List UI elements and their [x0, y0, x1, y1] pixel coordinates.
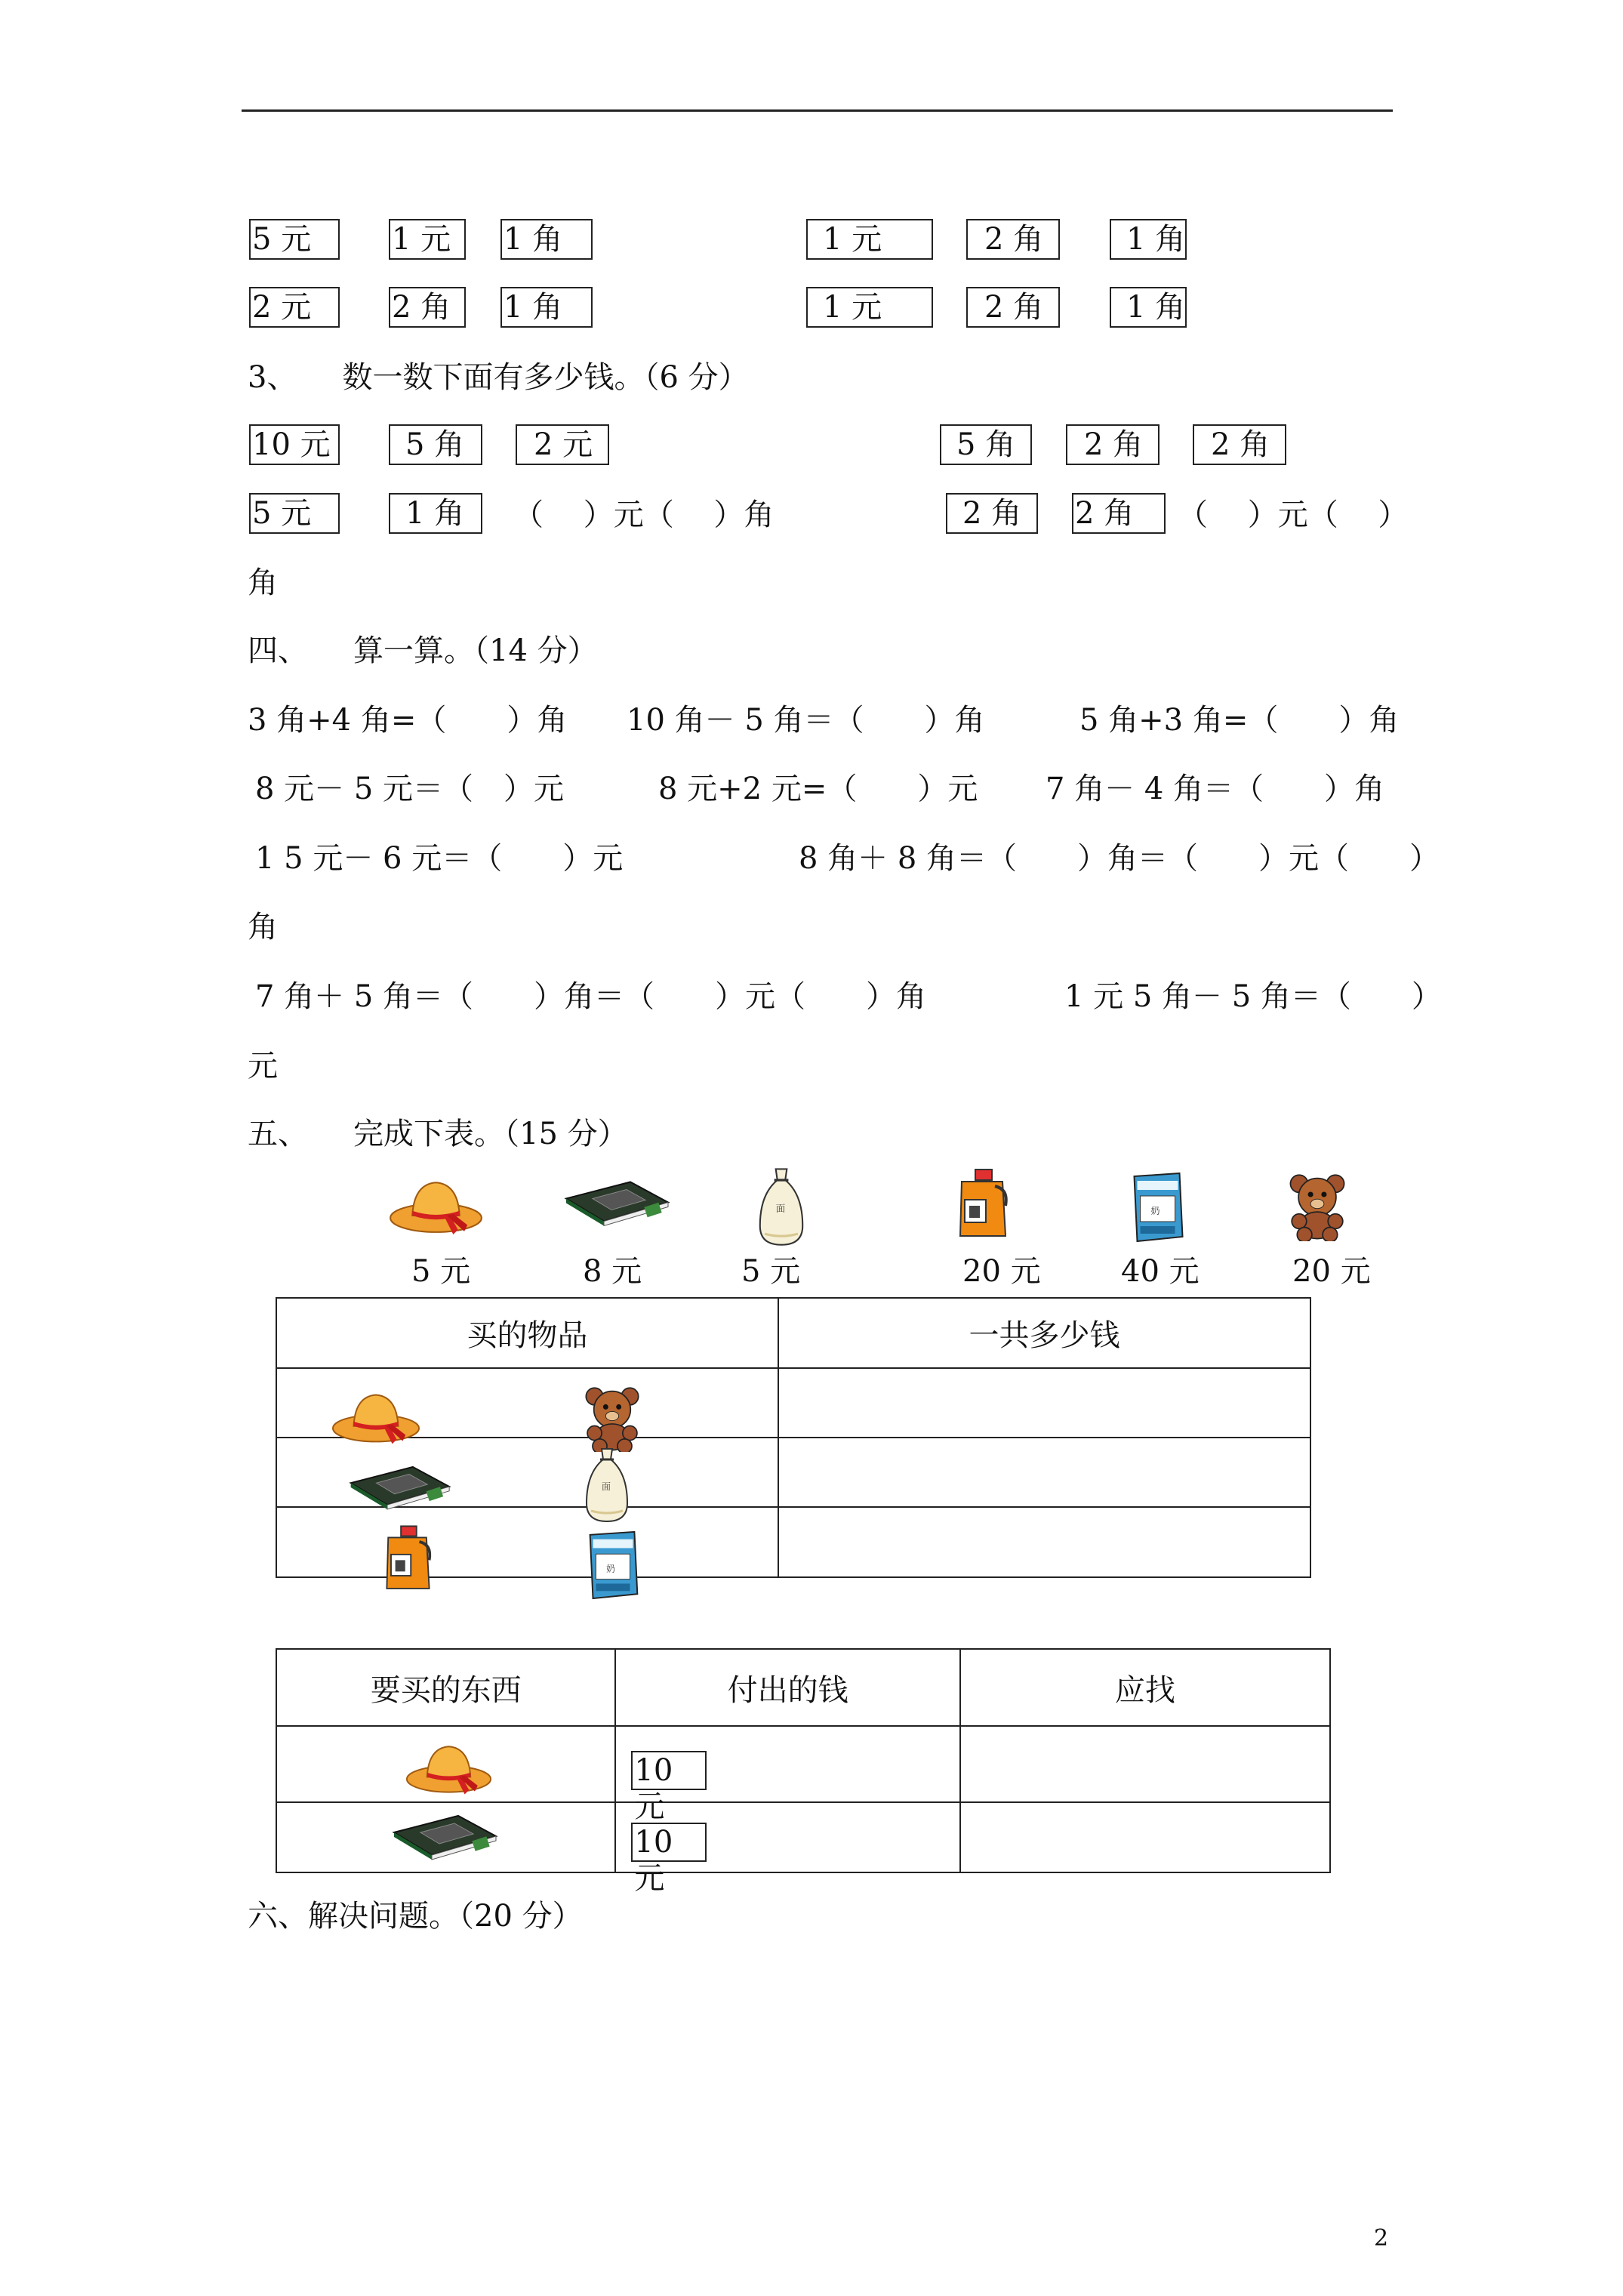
- paid-cell: [615, 1802, 959, 1896]
- s4-equation: 5 角+3 角=（ ）角: [1079, 703, 1400, 738]
- book-icon: [343, 1461, 453, 1512]
- flour-bag-icon: [751, 1163, 812, 1250]
- paid-money-box: 10 元: [631, 1823, 707, 1862]
- page-number: 2: [1374, 2225, 1389, 2251]
- s6-title: 六、解决问题。（20 分）: [248, 1899, 583, 1934]
- items-cell: [276, 1438, 778, 1507]
- milk-carton-icon: [1125, 1169, 1189, 1244]
- coin-box: 1 角: [1110, 287, 1187, 328]
- s4-equation: 10 角－ 5 角＝（ ）角: [627, 703, 985, 738]
- s4-equation: 1 元 5 角－ 5 角＝（ ）: [1064, 979, 1442, 1014]
- change-table: [276, 1648, 1331, 1896]
- item-price: 5 元: [741, 1254, 801, 1289]
- book-icon: [559, 1174, 672, 1231]
- s4-equation: 8 元+2 元=（ ）元: [658, 772, 978, 806]
- item-price: 40 元: [1121, 1254, 1200, 1289]
- coin-box: 2 角: [1193, 424, 1286, 465]
- item-price: 8 元: [583, 1254, 642, 1289]
- table-row: [276, 1438, 1310, 1507]
- book-icon: [387, 1809, 500, 1863]
- item-cell: [276, 1726, 615, 1802]
- change-answer-cell[interactable]: [960, 1802, 1330, 1872]
- items-cell: [276, 1507, 778, 1577]
- s4-equation: 3 角+4 角=（ ）角: [248, 703, 568, 738]
- table-row: [276, 1802, 1330, 1872]
- change-answer-cell[interactable]: [960, 1726, 1330, 1802]
- coin-box: 2 角: [946, 493, 1038, 534]
- coin-box: 2 元: [516, 424, 609, 465]
- s4-equation: 7 角－ 4 角＝（ ）角: [1046, 772, 1385, 806]
- coin-box: 1 元: [389, 219, 466, 260]
- paid-money-box: 10 元: [631, 1751, 707, 1790]
- s4-equation: 8 角＋ 8 角＝（ ）角＝（ ）元（ ）: [799, 841, 1440, 876]
- s4-wrap-text: 元: [248, 1049, 278, 1083]
- table-header: 付出的钱: [615, 1649, 959, 1726]
- juice-jug-icon: [380, 1523, 436, 1595]
- header-rule: [242, 109, 1393, 112]
- coin-box: 2 角: [966, 287, 1060, 328]
- coin-box: 1 角: [500, 287, 593, 328]
- hat-icon: [405, 1739, 492, 1798]
- coin-box: 1 元: [806, 219, 933, 260]
- coin-box: 2 角: [966, 219, 1060, 260]
- q3-wrap-text: 角: [248, 566, 278, 600]
- hat-icon: [389, 1174, 483, 1238]
- coin-box: 1 角: [389, 493, 482, 534]
- table-header: 一共多少钱: [778, 1298, 1310, 1368]
- total-answer-cell[interactable]: [778, 1438, 1310, 1507]
- coin-box: 1 元: [806, 287, 933, 328]
- table-header: 买的物品: [276, 1298, 778, 1368]
- item-price: 20 元: [1292, 1254, 1371, 1289]
- total-answer-cell[interactable]: [778, 1507, 1310, 1577]
- juice-jug-icon: [953, 1166, 1013, 1242]
- table-row: [276, 1368, 1310, 1438]
- coin-box: 5 元: [249, 493, 340, 534]
- s4-equation: 1 5 元－ 6 元＝（ ）元: [255, 841, 624, 876]
- table-row: [276, 1726, 1330, 1802]
- coin-box: 5 角: [389, 424, 482, 465]
- s4-equation: 8 元－ 5 元＝（ ）元: [255, 772, 565, 806]
- coin-box: 5 角: [940, 424, 1032, 465]
- q3-title: 3、 数一数下面有多少钱。（6 分）: [248, 360, 749, 395]
- item-price: 20 元: [962, 1254, 1041, 1289]
- table-row: [276, 1507, 1310, 1577]
- q3-right-answer: （ ）元（ ）: [1178, 498, 1409, 532]
- table-header: 要买的东西: [276, 1649, 615, 1726]
- item-price: 5 元: [411, 1254, 471, 1289]
- purchase-total-table: [276, 1297, 1311, 1578]
- s4-wrap-text: 角: [248, 910, 278, 945]
- total-answer-cell[interactable]: [778, 1368, 1310, 1438]
- paid-cell: [615, 1726, 959, 1824]
- coin-box: 2 角: [1072, 493, 1166, 534]
- coin-box: 2 角: [1066, 424, 1160, 465]
- coin-box: 5 元: [249, 219, 340, 260]
- items-cell: [276, 1368, 778, 1438]
- coin-box: 2 角: [389, 287, 466, 328]
- teddy-bear-icon: [1287, 1172, 1347, 1241]
- q3-left-answer: （ ）元（ ）角: [513, 498, 775, 532]
- coin-box: 10 元: [249, 424, 340, 465]
- s5-title: 五、 完成下表。（15 分）: [248, 1117, 628, 1151]
- table-header: 应找: [960, 1649, 1330, 1726]
- item-cell: [276, 1802, 615, 1872]
- s4-equation: 7 角＋ 5 角＝（ ）角＝（ ）元（ ）角: [255, 979, 927, 1014]
- s4-title: 四、 算一算。（14 分）: [248, 633, 598, 668]
- coin-box: 1 角: [1110, 219, 1187, 260]
- coin-box: 1 角: [500, 219, 593, 260]
- coin-box: 2 元: [249, 287, 340, 328]
- milk-carton-icon: [581, 1527, 643, 1601]
